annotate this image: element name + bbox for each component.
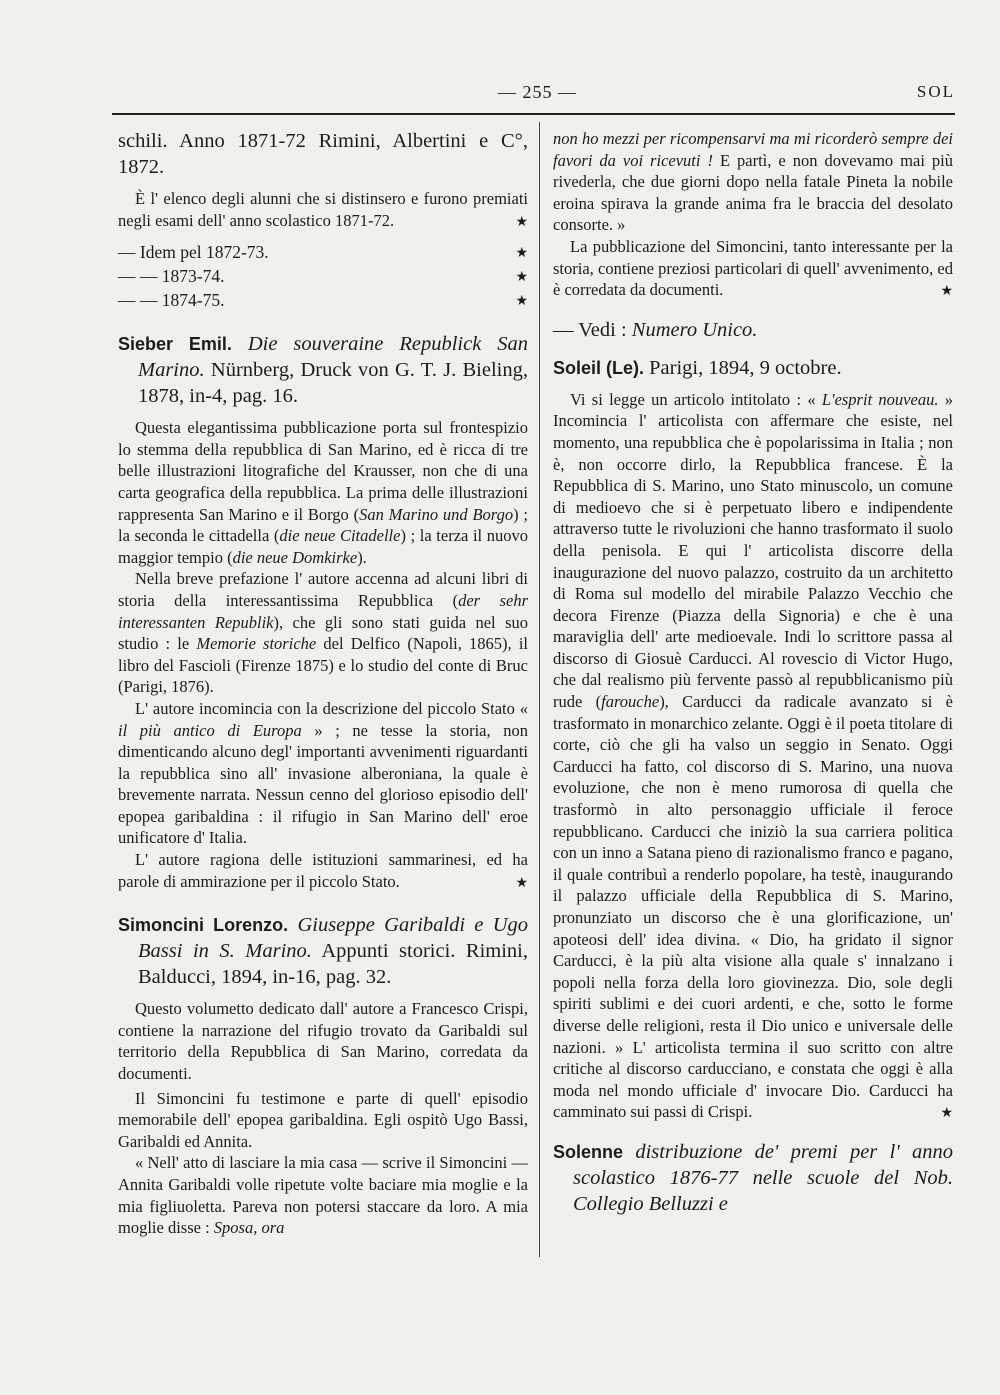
paragraph: L' autore incomincia con la descrizione del piccolo Stato « il più antico di Europa » ; ne tesse la storia, non dimenticando alcuno degl' importanti avvenimenti riguardanti la repubblica sino all' invasione alberoniana, la quale è brevemente narrata. Nessun cenno del glorioso episodio dell' epopea garibaldina : il rifugio in San Marino dell' eroe unificatore d' Italia. xyxy=(118,698,529,848)
entry-description: È l' elenco degli alunni che si distinsero e furono premiati negli esami dell' anno scolastico 1871-72. ★ xyxy=(118,188,528,231)
idem-line: — — 1873-74. ★ xyxy=(118,265,528,287)
paragraph: La pubblicazione del Simoncini, tanto interessante per la storia, contiene preziosi particolari di quell' avvenimento, ed è corredata da documenti. ★ xyxy=(553,236,953,301)
paragraph: « Nell' atto di lasciare la mia casa — scrive il Simoncini — Annita Garibaldi volle ripetute volte baciare mia moglie e la mia figliuoletta. Pareva non potersi staccare da loro. A mia moglie disse : Sposa, ora xyxy=(118,1153,528,1238)
author-name: Sieber Emil. xyxy=(118,334,232,355)
paragraph-continuation: non ho mezzi per ricompensarvi ma mi ricorderò sempre dei favori da voi ricevuti ! E partì, e non dovevamo mai più rivederla, che due giorni dopo nella fatale Pineta la nobile eroina spirava la grande anima fra le braccia del desolato consorte. » xyxy=(553,129,953,235)
author-name: Soleil (Le). xyxy=(553,357,645,378)
entry-keyword: Solenne xyxy=(553,1141,624,1162)
entry-sieber-heading xyxy=(118,331,528,409)
book-title: distribuzione de' premi per l' anno scolastico 1876-77 nelle scuole del Nob. Collegio Belluzzi e xyxy=(573,1140,954,1215)
page-number: — 255 — xyxy=(498,82,577,102)
left-column xyxy=(118,128,528,1239)
author-name: Simoncini Lorenzo. xyxy=(118,915,289,936)
idem-list xyxy=(118,241,528,311)
column-divider xyxy=(539,122,540,1257)
idem-line: — — 1874-75. ★ xyxy=(118,289,528,311)
paragraph: Questa elegantissima pubblicazione porta sul frontespizio lo stemma della repubblica di San Marino, ed è ricca di tre belle illustrazioni litografiche del Krausser, non che di una carta geografica della repubblica. La prima delle illustrazioni rappresenta San Marino e il Borgo (San Marino und Borgo) ; la seconda le cittadella (die neue Citadelle) ; la terza il nuovo maggior tempio (die neue Domkirke). xyxy=(118,418,529,567)
entry-solenne-heading xyxy=(553,1139,953,1217)
idem-line: — Idem pel 1872-73. ★ xyxy=(118,241,528,263)
star-icon: ★ xyxy=(515,294,528,310)
publication-info: Parigi, 1894, 9 octobre. xyxy=(649,356,842,379)
paragraph: Il Simoncini fu testimone e parte di quell' episodio memorabile dell' epopea garibaldina. Egli ospitò Ugo Bassi, Garibaldi ed Annita. xyxy=(118,1088,528,1151)
star-icon: ★ xyxy=(515,214,528,230)
running-head: SOL xyxy=(916,82,955,101)
right-column xyxy=(553,128,953,1217)
cross-reference: — Vedi : Numero Unico. xyxy=(553,318,758,341)
star-icon: ★ xyxy=(940,284,953,300)
star-icon: ★ xyxy=(515,246,528,262)
star-icon: ★ xyxy=(515,875,528,891)
header-rule xyxy=(112,113,955,115)
star-icon: ★ xyxy=(940,1106,953,1122)
entry-continuation: schili. Anno 1871-72 Rimini, Albertini e C°, 1872. xyxy=(118,130,528,178)
entry-soleil-heading xyxy=(553,355,953,381)
entry-simoncini-heading xyxy=(118,912,528,990)
page-header xyxy=(110,82,955,110)
paragraph: Vi si legge un articolo intitolato : « L'esprit nouveau. » Incomincia l' articolista con affermare che esiste, nel momento, una repubblica che è popolarissima in Italia ; non è, non occorre dirlo, la Repubblica francese. È la Repubblica di S. Marino, uno Stato minuscolo, un comune di medioevo che si è perpetuato libero e indipendente attraverso tutte le rivoluzioni che hanno trasformato il suolo della penisola. E qui l' articolista discorre della inaugurazione del nuovo palazzo, costruito da un architetto di Roma sul modello del mirabile Palazzo Vecchio che decora Firenze (Piazza della Signoria) e che è una maraviglia dell' arte medioevale. Indi lo scrittore passa al discorso di Giosuè Carducci. Al rovescio di Victor Hugo, che dal realismo più fervente passò al repubblicanismo più rude (farouche), Carducci da radicale avanzato si è trasformato in monarchico zelante. Oggi è il poeta titolare di corte, ciò che gli ha valso un seggio in Senato. Oggi Carducci ha fatto, col discorso di S. Marino, una nuova evoluzione, che non è meno rumorosa di quella che trasformò in alto personaggio ufficiale il feroce repubblicano. Carducci che iniziò la sua carriera politica con un inno a Satana pieno di razionalismo franco e pagano, il quale contribuì a renderlo popolare, ha testè, inaugurando il palazzo ufficiale della Repubblica di S. Marino, pronunziato un discorso che è una glorificazione, un' apoteosi dell' idea divina. « Dio, ha gridato il signor Carducci, è la più alta visione alla quale s' innalzano i popoli nella forza della loro giovinezza. Dio, sole degli spiriti sublimi e dei cuori ardenti, e che, sotto le forme diverse delle religioni, resta il Dio unico e universale delle nazioni. » L' articolista termina il suo scritto con altre critiche al discorso carducciano, e constata che oggi è alla moda nel mondo ufficiale d' invocare Dio. Carducci ha camminato sui passi di Crispi. ★ xyxy=(553,389,953,1123)
publication-info: Nürnberg, Druck von G. T. J. Bieling, 1878, in-4, pag. 16. xyxy=(138,359,528,408)
book-title: Die souveraine Republick San Marino. xyxy=(138,333,529,382)
star-icon: ★ xyxy=(515,270,528,286)
paragraph: Nella breve prefazione l' autore accenna ad alcuni libri di storia della interessantissima Repubblica (der sehr interessanten Republik), che gli sono stati guida nel suo studio : le Memorie storiche del Delfico (Napoli, 1865), il libro del Fascioli (Firenze 1875) e lo studio del conte di Bruc (Parigi, 1876). xyxy=(118,569,528,697)
book-title: Giuseppe Garibaldi e Ugo Bassi in S. Marino. xyxy=(138,914,528,963)
paragraph: Questo volumetto dedicato dall' autore a Francesco Crispi, contiene la narrazione del rifugio trovato da Garibaldi sul territorio della Repubblica di San Marino, corredata da documenti. xyxy=(118,999,528,1084)
publication-info: Appunti storici. Rimini, Balducci, 1894, in-16, pag. 32. xyxy=(138,940,528,989)
paragraph: L' autore ragiona delle istituzioni sammarinesi, ed ha parole di ammirazione per il piccolo Stato. ★ xyxy=(118,849,528,892)
